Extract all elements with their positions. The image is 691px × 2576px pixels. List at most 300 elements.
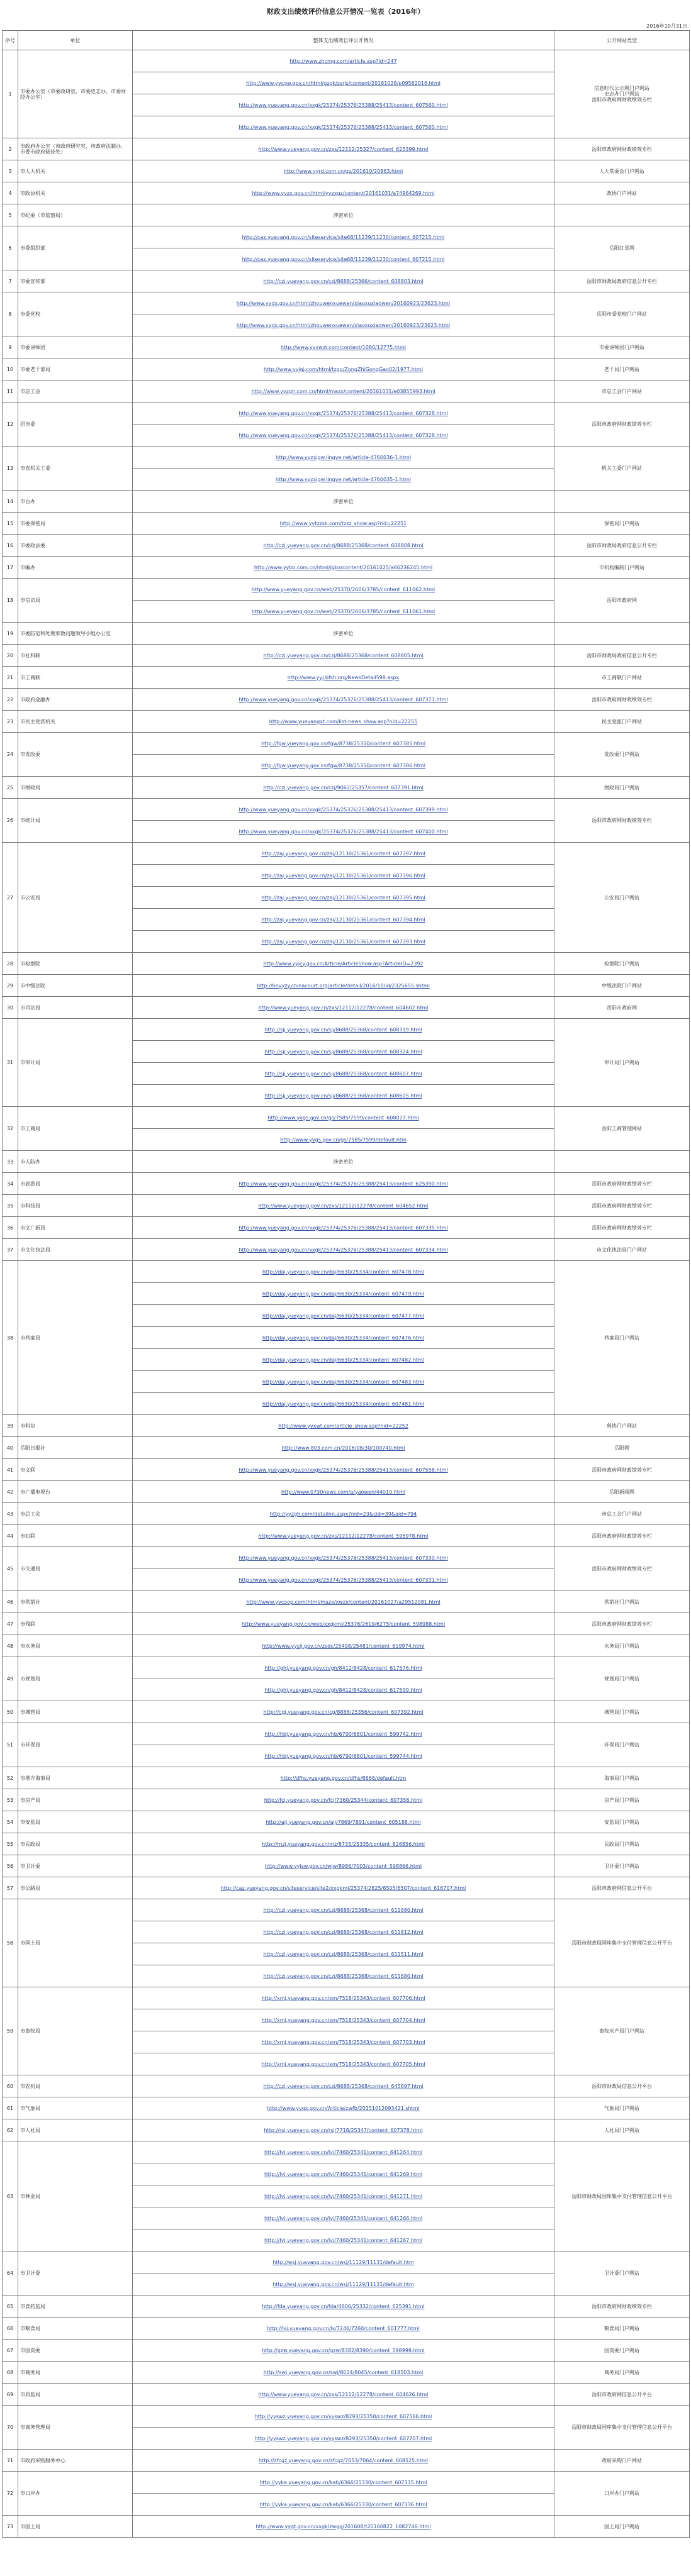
site-type: [554, 2141, 690, 2251]
disclosure-link[interactable]: http://www.yvqx.gov.cn/Article/zwfb/20151012093421.shtml: [133, 2097, 554, 2119]
disclosure-link[interactable]: http://www.yuevang.gov.cn/xxgk/25374/25376/25388/25413/content_607560.html: [133, 116, 554, 138]
disclosure-link[interactable]: http://czj.yueyang.gov.cn/czj/8688/25368/content_611680.html: [133, 1965, 554, 1987]
site-type: [554, 2251, 690, 2296]
disclosure-link[interactable]: http://www.yvtzzsk.com/tzzz_show.asp?rid=22251: [133, 513, 554, 535]
table-row: [3, 623, 690, 645]
site-type: [554, 1987, 690, 2075]
disclosure-link[interactable]: http://zaj.yueyang.gov.cn/zaj/12130/25361/content_607397.html: [133, 843, 554, 865]
row-number: 30: [3, 997, 18, 1019]
disclosure-link[interactable]: http://xmj.yueyang.gov.cn/xm/7518/25343/content_607704.html: [133, 2009, 554, 2031]
site-type-line: 岳阳市政府网: [607, 597, 637, 603]
disclosure-link[interactable]: http://sjj.yueyang.gov.cn/sjj/8688/25368/content_608607.html: [133, 1063, 554, 1085]
table-row: [3, 535, 690, 557]
site-type: [554, 336, 690, 358]
disclosure-link[interactable]: http://czj.yueyang.gov.cn/czj/8688/25368/content_608805.html: [133, 645, 554, 667]
disclosure-link[interactable]: http://daj.yueyang.gov.cn/daj/6630/25334/content_607478.html: [133, 1261, 554, 1283]
site-type-line: 信息时代公示网门户网站: [594, 86, 649, 91]
disclosure-link[interactable]: http://www.yvgs.gov.cn/gs/7585/7599/content_608077.html: [133, 1107, 554, 1129]
disclosure-link[interactable]: http://www.yueyang.gov.cn/xxgk/25374/25376/25388/25413/content_607331.html: [133, 1569, 554, 1591]
site-type: [554, 226, 690, 270]
disclosure-link[interactable]: http://czj.yueyang.gov.cn/czj/8688/25366/content_608803.html: [133, 270, 554, 292]
table-row: [3, 1239, 690, 1261]
table-row: [3, 402, 690, 425]
unit-name: 市林业局: [18, 2141, 133, 2251]
disclosure-link[interactable]: http://wsj.yueyang.gov.cn/wsj/11129/11131/default.htm: [133, 2273, 554, 2296]
disclosure-link[interactable]: http://yyswz.yueyang.gov.cn/yyswz/8293/25350/content_607566.html: [133, 2406, 554, 2428]
unit-name: 市文广新局: [18, 1217, 133, 1239]
disclosure-link[interactable]: http://czj.yueyang.gov.cn/czj/8688/25368/content_611812.html: [133, 1921, 554, 1943]
unit-name: 市社科联: [18, 645, 133, 667]
table-row: [3, 1217, 690, 1239]
site-type: [554, 2406, 690, 2450]
disclosure-link[interactable]: http://sjj.yueyang.gov.cn/sjj/8688/25368/content_608324.html: [133, 1041, 554, 1063]
row-number: 67: [3, 2340, 18, 2362]
disclosure-link[interactable]: http://www.0730news.com/a/yaowen/44019.html: [133, 1481, 554, 1503]
disclosure-link[interactable]: http://yyswz.yueyang.gov.cn/yyswz/8293/25350/content_607707.html: [133, 2428, 554, 2450]
disclosure-link[interactable]: http://hbj.yueyang.gov.cn/hb/6790/6801/content_599742.html: [133, 1723, 554, 1745]
site-type: [554, 953, 690, 975]
table-row: [3, 1261, 690, 1283]
disclosure-link[interactable]: http://caz.yueyang.gov.cn/siteservice/site68/11239/11230/content_607215.html: [133, 248, 554, 270]
disclosure-link[interactable]: http://czj.yueyang.gov.cn/czj/9062/25357/content_607391.html: [133, 777, 554, 799]
disclosure-link[interactable]: http://www.yylgj.com/html/tzgg/ZongZhiGongGao02/1977.html: [133, 358, 554, 380]
disclosure-link[interactable]: http://www.yueyang.gov.cn/xxgk/25374/25376/25388/25413/content_607399.html: [133, 799, 554, 821]
table-row: [3, 1019, 690, 1041]
site-type: [554, 1239, 690, 1261]
disclosure-link[interactable]: http://czj.yueyang.gov.cn/czj/8688/25368/content_645697.html: [133, 2075, 554, 2097]
table-row: [3, 667, 690, 689]
disclosure-link[interactable]: http://lsj.yueyang.gov.cn/ls/7246/7260/content_601777.html: [133, 2318, 554, 2340]
disclosure-link[interactable]: http://www.yueyang.gov.cn/web/25370/2606/3785/content_611062.html: [133, 579, 554, 601]
unit-name: 市委保密局: [18, 513, 133, 535]
table-row: [3, 733, 690, 755]
unit-name: 市委防范和处理邪教问题领导小组办公室: [18, 623, 133, 645]
disclosure-link[interactable]: http://fgw.yueyang.gov.cn/fgw/8738/25350/content_607386.html: [133, 755, 554, 777]
table-row: [3, 1701, 690, 1723]
disclosure-link[interactable]: http://zaj.yueyang.gov.cn/zaj/12130/25361/content_607395.html: [133, 887, 554, 909]
unit-name: 市国土局: [18, 2516, 133, 2538]
unit-name: 市安监局: [18, 1811, 133, 1833]
site-type-line: 岳阳红星网: [609, 245, 634, 251]
site-type-line: 水务局门户网站: [604, 1643, 639, 1649]
unit-name: 市环保局: [18, 1723, 133, 1767]
disclosure-link[interactable]: http://ajj.yueyang.gov.cn/ajj/7869/7891/content_605188.html: [133, 1811, 554, 1833]
disclosure-link[interactable]: http://dfhs.yueyang.gov.cn/dfhs/8666/default.htm: [133, 1767, 554, 1789]
table-row: [3, 380, 690, 402]
site-type: [554, 2384, 690, 2406]
site-type-line: 史志办门户网站: [604, 91, 639, 97]
disclosure-table: [2, 30, 690, 2538]
disclosure-link[interactable]: http://cgj.yueyang.gov.cn/cg/8886/25356/content_607392.html: [133, 1701, 554, 1723]
row-number: 2: [3, 138, 18, 160]
row-number: 21: [3, 667, 18, 689]
row-number: 19: [3, 623, 18, 645]
disclosure-link[interactable]: http://swj.yueyang.gov.cn/swj/8024/8045/content_618503.html: [133, 2362, 554, 2384]
disclosure-link[interactable]: http://www.yyrd.com.cn/gz/201610/20863.html: [133, 160, 554, 182]
disclosure-link[interactable]: http://fda.yueyang.gov.cn/fda/4606/25332/content_625391.html: [133, 2296, 554, 2318]
site-type: [554, 1195, 690, 1217]
site-type: [554, 1789, 690, 1811]
disclosure-link[interactable]: http://www.yueyang.gov.cn/web/25370/2606/3785/content_611061.html: [133, 601, 554, 623]
disclosure-link[interactable]: http://www.yygt.gov.cn/xxgk/zwgg/201608/t20160822_1082746.html: [133, 2516, 554, 2538]
site-type: [554, 975, 690, 997]
unit-name: 市政府采购服务中心: [18, 2450, 133, 2472]
site-type-line: 口岸办门户网站: [604, 2490, 639, 2496]
disclosure-link[interactable]: http://www.yyjcy.gov.cn/Article/ArticleShow.asp?ArticleID=2392: [133, 953, 554, 975]
table-row: [3, 1877, 690, 1899]
disclosure-link[interactable]: http://lyj.yueyang.gov.cn/lyj/7460/25341/content_641271.html: [133, 2185, 554, 2207]
row-number: 44: [3, 1525, 18, 1547]
disclosure-link[interactable]: http://www.yyj.bfsh.org/NewsDetail598.aspx: [133, 667, 554, 689]
unit-name: 市文联: [18, 1459, 133, 1481]
disclosure-link[interactable]: http://www.yueyang.gov.cn/web/xxgkml/25376/2619/6275/content_598988.html: [133, 1613, 554, 1635]
disclosure-link[interactable]: http://www.803.com.cn/2016/08/30/100740.html: [133, 1437, 554, 1459]
site-type: [554, 1459, 690, 1481]
site-type-line: 岳阳市政府网财政绩效专栏: [592, 1202, 652, 1209]
row-number: 53: [3, 1789, 18, 1811]
disclosure-link[interactable]: http://www.yuevang.gov.cn/xxgk/25374/25376/25388/25413/content_607560.html: [133, 94, 554, 116]
row-number: 73: [3, 2516, 18, 2538]
site-type: [554, 1107, 690, 1151]
site-type: [554, 1503, 690, 1525]
disclosure-link[interactable]: http://www.yyzx.gov.cn/html/yyzxgz/content/20161031/a74964269.html: [133, 182, 554, 204]
disclosure-link[interactable]: http://www.yueyang.gov.cn/xxgk/25374/25376/25388/25413/content_607377.html: [133, 689, 554, 711]
unit-name: 市卫计委: [18, 1855, 133, 1877]
table-row: [3, 204, 690, 226]
site-type: [554, 2075, 690, 2097]
disclosure-link[interactable]: http://ghj.yueyang.gov.cn/gh/8412/8428/content_617576.html: [133, 1657, 554, 1679]
site-type: [554, 402, 690, 447]
table-row: [3, 645, 690, 667]
row-number: 12: [3, 402, 18, 447]
site-type: [554, 2450, 690, 2472]
disclosure-link[interactable]: http://www.yuevangxt.com/list-news_show.asp?nid=22255: [133, 711, 554, 733]
disclosure-link[interactable]: http://www.yueyang.gov.cn/xxgk/25374/25376/25388/25413/content_607328.html: [133, 425, 554, 447]
site-type-line: 岳阳市政府网财政绩效专栏: [592, 97, 652, 103]
table-row: [3, 182, 690, 204]
disclosure-link[interactable]: http://lyj.yueyang.gov.cn/lyj/7460/25341/content_641264.html: [133, 2141, 554, 2163]
disclosure-link[interactable]: http://hbj.yueyang.gov.cn/hb/6790/6801/content_599744.html: [133, 1745, 554, 1767]
row-number: 20: [3, 645, 18, 667]
row-number: 55: [3, 1833, 18, 1855]
unit-name: 市水务局: [18, 1635, 133, 1657]
table-row: [3, 2119, 690, 2141]
row-number: 13: [3, 447, 18, 491]
site-type: [554, 667, 690, 689]
site-type-line: 公安局门户网站: [604, 894, 639, 901]
disclosure-link[interactable]: http://yyka.yueyang.gov.cn/kab/6366/25330/content_607336.html: [133, 2494, 554, 2516]
table-row: [3, 2472, 690, 2494]
site-type: [554, 50, 690, 138]
row-number: 32: [3, 1107, 18, 1151]
disclosure-link[interactable]: http://www.yvxwt.com/article_show.asp?nid=22252: [133, 1415, 554, 1437]
unit-name: 市委办公室（市委政研室、市委史志办、市委财经办公室）: [18, 50, 133, 138]
table-row: [3, 50, 690, 72]
disclosure-link[interactable]: http://www.yueyang.gov.cn/xxgk/25374/25376/25388/25413/content_607558.html: [133, 1459, 554, 1481]
unit-name: 市总工会: [18, 380, 133, 402]
unit-name: 市档案局: [18, 1261, 133, 1415]
site-type: [554, 1877, 690, 1899]
disclosure-link[interactable]: http://czj.yueyang.gov.cn/czj/8688/25368/content_611680.html: [133, 1899, 554, 1921]
disclosure-link[interactable]: http://daj.yueyang.gov.cn/daj/6630/25334/content_607482.html: [133, 1349, 554, 1371]
disclosure-link[interactable]: http://www.yueyang.gov.cn/xxgk/25374/25376/25388/25413/content_607328.html: [133, 402, 554, 425]
site-type-line: 商务局门户网站: [604, 2369, 639, 2375]
site-type: [554, 2516, 690, 2538]
unit-name: 市台办: [18, 491, 133, 513]
disclosure-link[interactable]: http://yyzgh.com/detailnn.aspx?nid=23&cid=39&aid=794: [133, 1503, 554, 1525]
disclosure-note: 涉密单位: [133, 204, 554, 226]
disclosure-link[interactable]: http://www.yydx.gov.cn/html/zhouwenxuewen/xiaoxuxiaowen/20160923/23623.html: [133, 314, 554, 336]
site-type: [554, 1173, 690, 1195]
disclosure-link[interactable]: http://fcj.yueyang.gov.cn/fcj/7360/25344/content_607356.html: [133, 1789, 554, 1811]
table-row: [3, 2097, 690, 2119]
site-type: [554, 733, 690, 777]
disclosure-link[interactable]: http://daj.yueyang.gov.cn/daj/6630/25334/content_607479.html: [133, 1283, 554, 1305]
disclosure-link[interactable]: http://www.zhcmg.com/article.asp?id=247: [133, 50, 554, 72]
site-type: [554, 1767, 690, 1789]
disclosure-link[interactable]: http://www.yueyang.gov.cn/zxs/12112/12278/content_604626.html: [133, 2384, 554, 2406]
disclosure-link[interactable]: http://czj.yueyang.gov.cn/czj/8688/25368/content_608808.html: [133, 535, 554, 557]
unit-name: 市房产局: [18, 1789, 133, 1811]
disclosure-link[interactable]: http://www.yueyang.gov.cn/zxs/12112/12278/content_604652.html: [133, 1195, 554, 1217]
disclosure-link[interactable]: http://www.yyzxjgw.lingye.net/article-4760036-1.html: [133, 447, 554, 469]
unit-name: 市科协: [18, 1415, 133, 1437]
unit-name: 市政协机关: [18, 182, 133, 204]
table-row: [3, 799, 690, 821]
table-row: [3, 953, 690, 975]
row-number: 16: [3, 535, 18, 557]
disclosure-link[interactable]: http://ghj.yueyang.gov.cn/gh/8412/8428/content_617599.html: [133, 1679, 554, 1701]
table-row: [3, 138, 690, 160]
table-row: [3, 336, 690, 358]
table-row: [3, 579, 690, 601]
site-type-line: 岳阳市委党校门户网站: [597, 311, 647, 317]
site-type: [554, 1261, 690, 1415]
site-type: [554, 1855, 690, 1877]
site-type: [554, 711, 690, 733]
site-type: [554, 2318, 690, 2340]
disclosure-link[interactable]: http://www.yyslj.gov.cn/zsdc/25498/25481/content_619974.html: [133, 1635, 554, 1657]
site-type-line: 卫计委门户网站: [604, 1863, 639, 1869]
site-type-line: 岳阳市财政局政府信息公开专栏: [587, 652, 657, 658]
row-number: 34: [3, 1173, 18, 1195]
disclosure-link[interactable]: http://xmj.yueyang.gov.cn/xm/7518/25343/content_607705.html: [133, 2053, 554, 2075]
site-type-line: 岳阳市政府网财政绩效专栏: [592, 818, 652, 823]
table-row: [3, 557, 690, 579]
disclosure-note: 涉密单位: [133, 623, 554, 645]
unit-name: 市统计局: [18, 799, 133, 843]
site-type: [554, 1437, 690, 1459]
table-row: [3, 1415, 690, 1437]
disclosure-link[interactable]: http://www.yybb.com.cn/html/jgbz/content/20161025/a66236245.html: [133, 557, 554, 579]
disclosure-note: 涉密单位: [133, 491, 554, 513]
unit-name: 岳阳日报社: [18, 1437, 133, 1459]
disclosure-link[interactable]: http://czj.yueyang.gov.cn/czj/8688/25368/content_611511.html: [133, 1943, 554, 1965]
site-type-line: 岳阳工商管理网站: [602, 1126, 642, 1131]
disclosure-link[interactable]: http://www.yueyang.gov.cn/zxs/12112/25327/content_625399.html: [133, 138, 554, 160]
site-type-line: 市机构编制门户网站: [599, 564, 644, 570]
site-type: [554, 1811, 690, 1833]
row-number: 61: [3, 2097, 18, 2119]
unit-name: 市司法局: [18, 997, 133, 1019]
disclosure-link[interactable]: http://sjj.yueyang.gov.cn/sjj/8688/25368/content_608319.html: [133, 1019, 554, 1041]
disclosure-link[interactable]: http://zaj.yueyang.gov.cn/zaj/12130/25361/content_607394.html: [133, 909, 554, 931]
column-header-no: 序号: [3, 31, 18, 50]
site-type: [554, 843, 690, 953]
site-type: [554, 1019, 690, 1107]
site-type-line: 国土局门户网站: [604, 2523, 639, 2529]
site-type: [554, 1151, 690, 1173]
row-number: 10: [3, 358, 18, 380]
unit-name: 市气象局: [18, 2097, 133, 2119]
unit-name: 市国资委: [18, 2340, 133, 2362]
unit-name: 市信访局: [18, 579, 133, 623]
disclosure-link[interactable]: http://zaj.yueyang.gov.cn/zaj/12130/25361/content_607396.html: [133, 865, 554, 887]
site-type-line: 岳阳网: [614, 1445, 629, 1451]
table-row: [3, 2141, 690, 2163]
table-row: [3, 2406, 690, 2428]
site-type-line: 粮食局门户网站: [604, 2325, 639, 2331]
disclosure-link[interactable]: http://yyka.yueyang.gov.cn/kab/6366/25330/content_607335.html: [133, 2472, 554, 2494]
table-row: [3, 689, 690, 711]
row-number: 38: [3, 1261, 18, 1415]
disclosure-link[interactable]: http://www.yvgs.gov.cn/gs/7585/7599/default.htm: [133, 1129, 554, 1151]
site-type: [554, 1899, 690, 1987]
column-header-site-type: 公开网站类型: [554, 31, 690, 50]
disclosure-link[interactable]: http://www.yueyang.gov.cn/zxs/12112/12278/content_604602.html: [133, 997, 554, 1019]
row-number: 56: [3, 1855, 18, 1877]
table-row: [3, 997, 690, 1019]
site-type-line: 岳阳市政府网财政绩效专栏: [592, 1224, 652, 1231]
disclosure-link[interactable]: http://fgw.yueyang.gov.cn/fgw/8738/25350/content_607385.html: [133, 733, 554, 755]
table-row: [3, 1899, 690, 1921]
disclosure-link[interactable]: http://www.yvcoop.com/html/mazx/xwzx/content/20161027/a29512081.html: [133, 1591, 554, 1613]
site-type: [554, 2340, 690, 2362]
unit-name: 市工商局: [18, 1107, 133, 1151]
disclosure-link[interactable]: http://www.yyxwzt.com/content/1080/12775.html: [133, 336, 554, 358]
row-number: 25: [3, 777, 18, 799]
disclosure-link[interactable]: http://www.yvcgw.gov.cn/html/gzgk/zsrjs/content/20161028/p09562016.html: [133, 72, 554, 94]
disclosure-link[interactable]: http://lyj.yueyang.gov.cn/lyj/7460/25341/content_641266.html: [133, 2207, 554, 2229]
site-type-line: 气象局门户网站: [604, 2105, 639, 2111]
table-row: [3, 1481, 690, 1503]
row-number: 18: [3, 579, 18, 623]
disclosure-link[interactable]: http://rsj.yueyang.gov.cn/rsj/7718/25347/content_607378.html: [133, 2119, 554, 2141]
row-number: 17: [3, 557, 18, 579]
table-body: [3, 50, 690, 2538]
disclosure-link[interactable]: http://www.yueyang.gov.cn/xxgk/25374/25376/25388/25413/content_607335.html: [133, 1217, 554, 1239]
column-header-unit: 单位: [18, 31, 133, 50]
site-type: [554, 1723, 690, 1767]
disclosure-link[interactable]: http://www.yueyang.gov.cn/xxgk/25374/25376/25388/25413/content_607330.html: [133, 1547, 554, 1569]
disclosure-link[interactable]: http://xmj.yueyang.gov.cn/xm/7518/25343/content_607703.html: [133, 2031, 554, 2053]
disclosure-link[interactable]: http://mzj.yueyang.gov.cn/mz/8735/25335/content_626856.html: [133, 1833, 554, 1855]
disclosure-link[interactable]: http://www.yueyang.gov.cn/zxs/12112/12278/content_595978.html: [133, 1525, 554, 1547]
site-type: [554, 535, 690, 557]
site-type-line: 岳阳市财政局国库集中支付管理信息公开平台: [571, 1940, 672, 1946]
unit-name: 市审计局: [18, 1019, 133, 1107]
site-type: [554, 1701, 690, 1723]
disclosure-link[interactable]: http://caz.yueyang.gov.cn/siteservice/site68/11239/11230/content_607215.html: [133, 226, 554, 248]
disclosure-link[interactable]: http://www.yueyang.gov.cn/xxgk/25374/25376/25388/25413/content_607400.html: [133, 821, 554, 843]
site-type: [554, 1547, 690, 1591]
disclosure-link[interactable]: http://daj.yueyang.gov.cn/daj/6630/25334/content_607476.html: [133, 1327, 554, 1349]
site-type: [554, 689, 690, 711]
disclosure-link[interactable]: http://sjj.yueyang.gov.cn/sjj/8688/25368/content_608605.html: [133, 1085, 554, 1107]
disclosure-link[interactable]: http://zaj.yueyang.gov.cn/zaj/12130/25361/content_607393.html: [133, 931, 554, 953]
unit-name: 市政府办公室（市政府研究室、市政府法制办、市委市政府接待处）: [18, 138, 133, 160]
disclosure-link[interactable]: http://gzw.yueyang.gov.cn/gzw/8382/8390/content_598999.html: [133, 2340, 554, 2362]
unit-name: 市总工会: [18, 1503, 133, 1525]
unit-name: 市畜牧局: [18, 1987, 133, 2075]
table-row: [3, 1503, 690, 1525]
site-type: [554, 447, 690, 491]
site-type-line: 岳阳市政府网财政绩效专栏: [592, 1180, 652, 1187]
disclosure-link[interactable]: http://www.yyjsw.gov.cn/wjw/8986/7003/content_598866.html: [133, 1855, 554, 1877]
disclosure-link[interactable]: http://www.yyzgh.com.cn/html/mazx/content/20161031/e03855993.html: [133, 380, 554, 402]
unit-name: 市直机关工委: [18, 447, 133, 491]
site-type-line: 城管局门户网站: [604, 1709, 639, 1715]
row-number: 43: [3, 1503, 18, 1525]
disclosure-link[interactable]: http://zfcgz.yueyang.gov.cn/zfcgz/7053/7064/content_608525.html: [133, 2450, 554, 2472]
table-row: [3, 1635, 690, 1657]
site-type-line: 市工商联门户网站: [602, 674, 642, 680]
table-row: [3, 2075, 690, 2097]
site-type-line: 审计局门户网站: [604, 1060, 639, 1065]
unit-name: 市纪委（市监察局）: [18, 204, 133, 226]
site-type: [554, 513, 690, 535]
unit-name: 市民主党派机关: [18, 711, 133, 733]
disclosure-link[interactable]: http://wsj.yueyang.gov.cn/wsj/11129/11131/default.htm: [133, 2251, 554, 2273]
site-type: [554, 1415, 690, 1437]
disclosure-link[interactable]: http://lyj.yueyang.gov.cn/lyj/7460/25341/content_641267.html: [133, 2229, 554, 2251]
disclosure-link[interactable]: http://daj.yueyang.gov.cn/daj/6630/25334/content_607481.html: [133, 1393, 554, 1415]
unit-name: 市工商联: [18, 667, 133, 689]
disclosure-link[interactable]: http://www.yydx.gov.cn/html/zhouwenxuewen/xiaoxuxiaowen/20160923/23623.html: [133, 292, 554, 314]
disclosure-link[interactable]: http://www.yueyang.gov.cn/xxgk/25374/25376/25388/25413/content_625390.html: [133, 1173, 554, 1195]
unit-name: 市食药监局: [18, 2296, 133, 2318]
table-row: [3, 1833, 690, 1855]
unit-name: 市公安局: [18, 843, 133, 953]
site-type-line: 岳阳新闻网: [609, 1489, 634, 1495]
disclosure-link[interactable]: http://daj.yueyang.gov.cn/daj/6630/25334/content_607483.html: [133, 1371, 554, 1393]
row-number: 3: [3, 160, 18, 182]
site-type-line: 岳阳市财政局政府信息公开专栏: [587, 278, 657, 284]
unit-name: 市供销社: [18, 1591, 133, 1613]
site-type: [554, 292, 690, 336]
unit-name: 市地方海事局: [18, 1767, 133, 1789]
row-number: 62: [3, 2119, 18, 2141]
unit-name: 市文化执法局: [18, 1239, 133, 1261]
table-row: [3, 1767, 690, 1789]
disclosure-link[interactable]: http://caz.yueyang.gov.cn/siteservice/site2/xxgkml/25374/2625/6505/6507/content_616707.html: [133, 1877, 554, 1899]
disclosure-link[interactable]: http://www.yueyang.gov.cn/xxgk/25374/25376/25388/25413/content_607334.html: [133, 1239, 554, 1261]
row-number: 36: [3, 1217, 18, 1239]
unit-name: 市财政局: [18, 777, 133, 799]
table-header-row: [3, 31, 690, 50]
unit-name: 市粮食局: [18, 2318, 133, 2340]
disclosure-link[interactable]: http://lyj.yueyang.gov.cn/lyj/7460/25341/content_641269.html: [133, 2163, 554, 2185]
disclosure-link[interactable]: http://www.yyzxjgw.lingye.net/article-4760035-1.html: [133, 469, 554, 491]
disclosure-link[interactable]: http://hnyyzy.chinacourt.org/article/detail/2016/10/id/2325655.shtml: [133, 975, 554, 997]
table-row: [3, 1591, 690, 1613]
unit-name: 市质监局: [18, 2384, 133, 2406]
disclosure-link[interactable]: http://xmj.yueyang.gov.cn/xm/7518/25343/content_607706.html: [133, 1987, 554, 2009]
site-type: [554, 182, 690, 204]
site-type: [554, 1657, 690, 1701]
site-type-line: 档案局门户网站: [604, 1335, 639, 1341]
disclosure-link[interactable]: http://daj.yueyang.gov.cn/daj/6630/25334/content_607477.html: [133, 1305, 554, 1327]
